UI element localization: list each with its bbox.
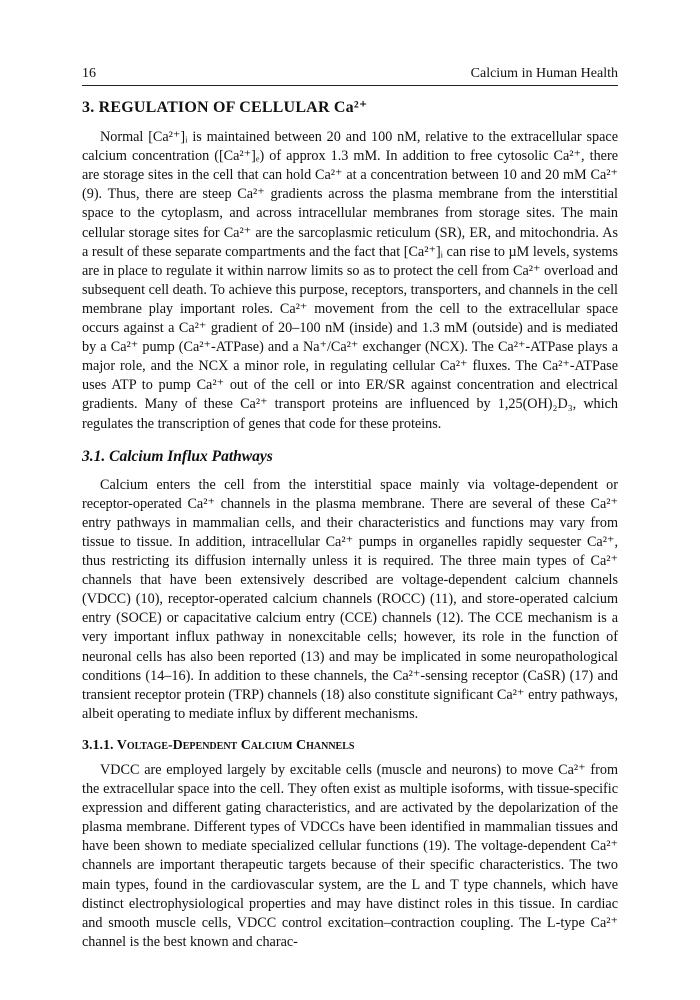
page-body [82, 98, 618, 952]
page-number: 16 [82, 66, 96, 81]
running-title: Calcium in Human Health [470, 66, 618, 81]
subsection-paragraph: Calcium enters the cell from the interstitial space mainly via voltage-dependent or receptor-operated Ca²⁺ channels in the plasma membrane. There are several of these Ca²⁺ entry pathways in mammalian cells, and their characteristics and functions may vary from tissue to tissue. In addition, intracellular Ca²⁺ pumps in organelles rapidly sequester Ca²⁺, thus restricting its diffusion internally unless it is required. The three main types of Ca²⁺ channels that have been extensively described are voltage-dependent calcium channels (VDCC) (10), receptor-operated calcium channels (ROCC) (11), and store-operated calcium entry (SOCE) or capacitative calcium entry (CCE) channels (12). The CCE mechanism is a very important influx pathway in nonexcitable cells; however, its role in the function of neuronal cells has also been reported (13) and may be implicated in some neuropathological conditions (14–16). In addition to these channels, the Ca²⁺-sensing receptor (CaSR) (17) and transient receptor protein (TRP) channels (18) also constitute significant Ca²⁺ entry pathways, albeit operating to mediate influx by different mechanisms. [82, 476, 618, 722]
section-heading: 3. REGULATION OF CELLULAR Ca²⁺ [82, 99, 368, 116]
subsubsection-paragraph: VDCC are employed largely by excitable cells (muscle and neurons) to move Ca²⁺ from the extracellular space into the cell. They often exist as multiple isoforms, with tissue-specific expression and different gating characteristics, and are activated by the depolarization of the plasma membrane. Different types of VDCCs have been identified in mammalian tissues and have been shown to mediate specialized cellular functions (19). The voltage-dependent Ca²⁺ channels are important therapeutic targets because of their specific characteristics. The two main types, found in the cardiovascular system, are the L and T type channels, which have distinct electrophysiological properties and may have distinct roles in this tissue. In cardiac and smooth muscle cells, VDCC control excitation–contraction coupling. The L-type Ca²⁺ channel is the best known and charac- [82, 762, 618, 950]
section-paragraph: Normal [Ca²⁺]ᵢ is maintained between 20 and 100 nM, relative to the extracellular space calcium concentration ([Ca²⁺]ₑ) of approx 1.3 mM. In addition to free cytosolic Ca²⁺, there are storage sites in the cell that can hold Ca²⁺ at a concentration between 10 and 20 mM Ca²⁺ (9). Thus, there are steep Ca²⁺ gradients across the plasma membrane from the interstitial space to the cytoplasm, and across intracellular membranes from storage sites. The main cellular storage sites for Ca²⁺ are the sarcoplasmic reticulum (SR), ER, and mitochondria. As a result of these separate compartments and the fact that [Ca²⁺]ᵢ can rise to µM levels, systems are in place to regulate it within narrow limits so as to protect the cell from Ca²⁺ overload and subsequent cell death. To achieve this purpose, receptors, transporters, and channels in the cell membrane play important roles. Ca²⁺ movement from the cell to the extracellular space occurs against a Ca²⁺ gradient of 20–100 nM (inside) and 1.3 mM (outside) and is mediated by a Ca²⁺ pump (Ca²⁺-ATPase) and a Na⁺/Ca²⁺ exchanger (NCX). The Ca²⁺-ATPase plays a major role, and the NCX a minor role, in regulating cellular Ca²⁺ fluxes. The Ca²⁺-ATPase uses ATP to pump Ca²⁺ out of the cell or into ER/SR against concentration and electrical gradients. Many of these Ca²⁺ transport proteins are influenced by 1,25(OH)₂D₃, which regulates the transcription of genes that code for these proteins. [82, 129, 618, 432]
subsubsection-heading: 3.1.1. Voltage-Dependent Calcium Channels [82, 737, 355, 753]
subsection-heading: 3.1. Calcium Influx Pathways [82, 447, 273, 465]
running-header [82, 62, 618, 86]
